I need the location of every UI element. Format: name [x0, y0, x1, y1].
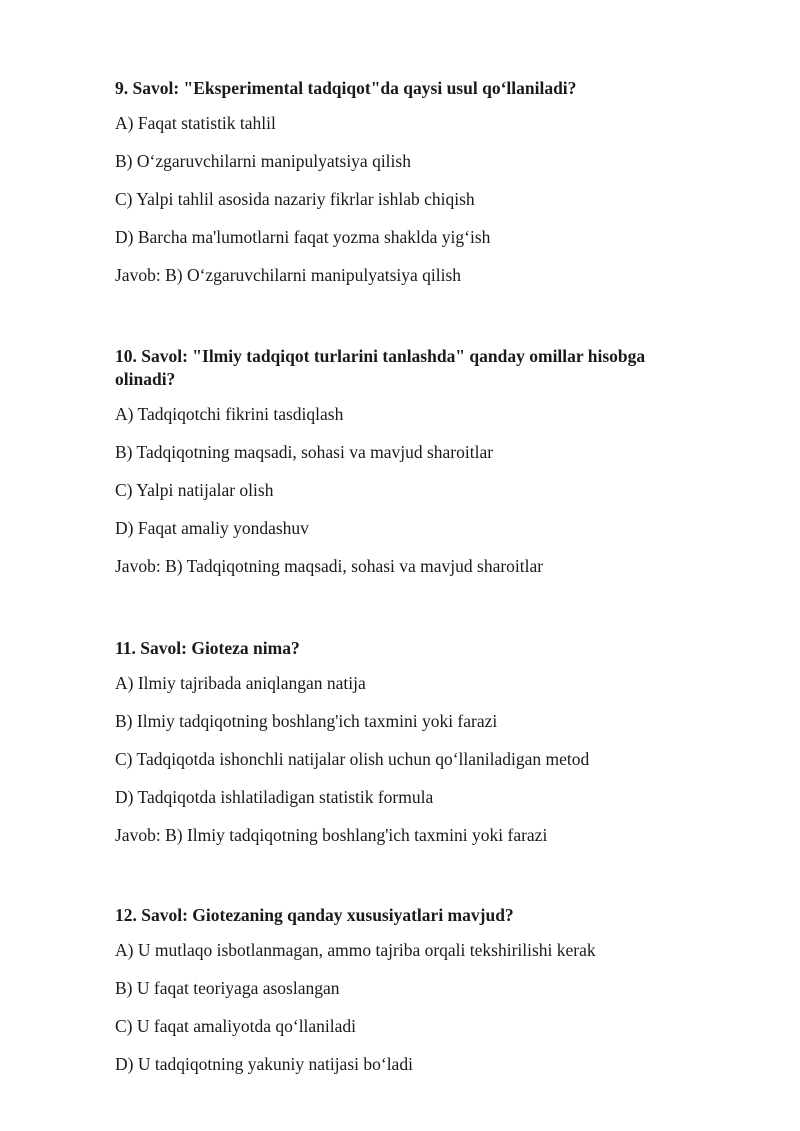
option-d: D) Barcha ma'lumotlarni faqat yozma shaklda yig‘ish — [115, 227, 491, 247]
option-a: A) Faqat statistik tahlil — [115, 113, 276, 133]
question-title: 9. Savol: "Eksperimental tadqiqot"da qaysi usul qo‘llaniladi? — [115, 78, 577, 98]
question-title: 11. Savol: Gioteza nima? — [115, 638, 300, 658]
option-a: A) U mutlaqo isbotlanmagan, ammo tajriba orqali tekshirilishi kerak — [115, 940, 596, 960]
option-a: A) Ilmiy tajribada aniqlangan natija — [115, 673, 366, 693]
question-11 — [115, 637, 695, 862]
answer: Javob: B) Tadqiqotning maqsadi, sohasi va mavjud sharoitlar — [115, 556, 544, 576]
question-9 — [115, 77, 695, 302]
question-12 — [115, 904, 695, 1091]
option-c: C) Tadqiqotda ishonchli natijalar olish uchun qo‘llaniladigan metod — [115, 749, 590, 769]
option-b: B) Tadqiqotning maqsadi, sohasi va mavjud sharoitlar — [115, 442, 494, 462]
option-b: B) U faqat teoriyaga asoslangan — [115, 978, 340, 998]
option-b: B) O‘zgaruvchilarni manipulyatsiya qilish — [115, 151, 411, 171]
option-d: D) Faqat amaliy yondashuv — [115, 518, 309, 538]
option-c: C) Yalpi tahlil asosida nazariy fikrlar ishlab chiqish — [115, 189, 475, 209]
question-10 — [115, 345, 695, 593]
option-c: C) U faqat amaliyotda qo‘llaniladi — [115, 1016, 357, 1036]
option-a: A) Tadqiqotchi fikrini tasdiqlash — [115, 404, 344, 424]
option-d: D) U tadqiqotning yakuniy natijasi bo‘ladi — [115, 1054, 413, 1074]
answer: Javob: B) O‘zgaruvchilarni manipulyatsiya qilish — [115, 265, 462, 285]
question-title: 10. Savol: "Ilmiy tadqiqot turlarini tanlashda" qanday omillar hisobga olinadi? — [115, 346, 646, 389]
option-c: C) Yalpi natijalar olish — [115, 480, 274, 500]
option-b: B) Ilmiy tadqiqotning boshlang'ich taxmini yoki farazi — [115, 711, 498, 731]
option-d: D) Tadqiqotda ishlatiladigan statistik formula — [115, 787, 434, 807]
answer: Javob: B) Ilmiy tadqiqotning boshlang'ich taxmini yoki farazi — [115, 825, 548, 845]
question-title: 12. Savol: Giotezaning qanday xususiyatlari mavjud? — [115, 905, 514, 925]
